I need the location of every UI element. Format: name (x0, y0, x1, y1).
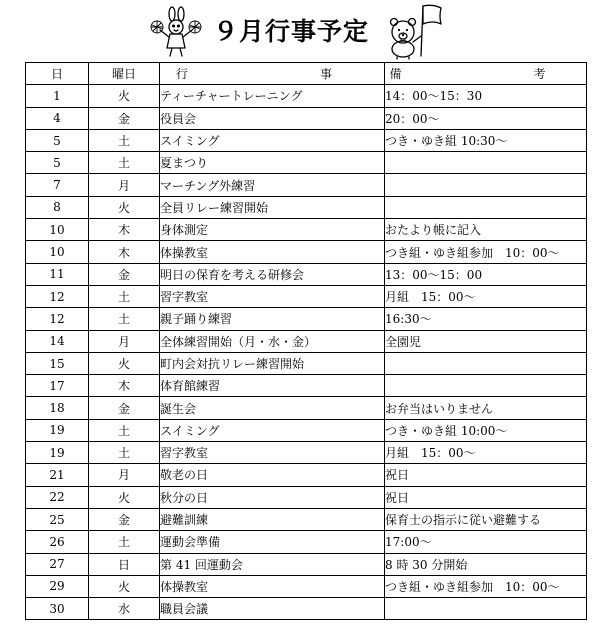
table-row (26, 598, 587, 620)
event-cell: スイミング (160, 419, 385, 441)
notes-cell (385, 375, 587, 397)
event-cell: 秋分の日 (160, 486, 385, 508)
weekday-cell: 水 (89, 598, 160, 620)
notes-cell: 17:00〜 (385, 531, 587, 553)
notes-cell: 月組 15：00〜 (385, 285, 587, 307)
event-cell: 夏まつり (160, 152, 385, 174)
event-cell: 役員会 (160, 107, 385, 129)
table-row (26, 85, 587, 107)
event-cell: マーチング外練習 (160, 174, 385, 196)
day-cell: 5 (26, 152, 89, 174)
day-cell: 12 (26, 285, 89, 307)
day-cell: 19 (26, 442, 89, 464)
event-cell: 職員会議 (160, 598, 385, 620)
notes-cell (385, 598, 587, 620)
day-cell: 12 (26, 308, 89, 330)
notes-cell (385, 174, 587, 196)
weekday-cell: 土 (89, 129, 160, 151)
table-row (26, 486, 587, 508)
event-cell: 町内会対抗リレー練習開始 (160, 352, 385, 374)
weekday-cell: 火 (89, 352, 160, 374)
table-row (26, 375, 587, 397)
day-cell: 10 (26, 219, 89, 241)
notes-cell: 祝日 (385, 486, 587, 508)
notes-cell: つき組・ゆき組参加 10：00〜 (385, 575, 587, 597)
weekday-cell: 火 (89, 486, 160, 508)
column-header-weekday: 曜日 (89, 63, 160, 85)
cheerleader-rabbit-illustration (150, 6, 202, 58)
table-row (26, 263, 587, 285)
notes-cell (385, 196, 587, 218)
table-row (26, 508, 587, 530)
day-cell: 30 (26, 598, 89, 620)
notes-cell: つき・ゆき組 10:30〜 (385, 129, 587, 151)
notes-cell (385, 152, 587, 174)
table-row (26, 575, 587, 597)
table-row (26, 352, 587, 374)
column-header-notes: 備 考 (385, 63, 587, 85)
table-body (26, 85, 587, 620)
column-header-day: 日 (26, 63, 89, 85)
weekday-cell: 金 (89, 397, 160, 419)
notes-cell: お弁当はいりません (385, 397, 587, 419)
day-cell: 10 (26, 241, 89, 263)
weekday-cell: 木 (89, 375, 160, 397)
weekday-cell: 月 (89, 464, 160, 486)
weekday-cell: 金 (89, 508, 160, 530)
notes-cell: 全園児 (385, 330, 587, 352)
weekday-cell: 土 (89, 152, 160, 174)
notes-cell: 月組 15：00〜 (385, 442, 587, 464)
weekday-cell: 月 (89, 174, 160, 196)
event-cell: 第 41 回運動会 (160, 553, 385, 575)
table-header-row (26, 63, 587, 85)
event-cell: 身体測定 (160, 219, 385, 241)
event-cell: 避難訓練 (160, 508, 385, 530)
event-cell: 運動会準備 (160, 531, 385, 553)
day-cell: 22 (26, 486, 89, 508)
day-cell: 19 (26, 419, 89, 441)
day-cell: 21 (26, 464, 89, 486)
page-header (0, 0, 598, 62)
column-header-event: 行 事 (160, 63, 385, 85)
day-cell: 14 (26, 330, 89, 352)
day-cell: 11 (26, 263, 89, 285)
table-row (26, 330, 587, 352)
notes-cell: 16:30〜 (385, 308, 587, 330)
table-row (26, 107, 587, 129)
event-cell: 全体練習開始（月・水・金） (160, 330, 385, 352)
day-cell: 17 (26, 375, 89, 397)
table-row (26, 129, 587, 151)
table-row (26, 241, 587, 263)
weekday-cell: 土 (89, 285, 160, 307)
flag-bear-illustration (383, 2, 445, 60)
weekday-cell: 土 (89, 442, 160, 464)
day-cell: 29 (26, 575, 89, 597)
day-cell: 27 (26, 553, 89, 575)
event-cell: スイミング (160, 129, 385, 151)
weekday-cell: 月 (89, 330, 160, 352)
notes-cell: 14：00〜15：30 (385, 85, 587, 107)
event-cell: 敬老の日 (160, 464, 385, 486)
day-cell: 26 (26, 531, 89, 553)
notes-cell: 保育士の指示に従い避難する (385, 508, 587, 530)
weekday-cell: 土 (89, 531, 160, 553)
day-cell: 7 (26, 174, 89, 196)
table-row (26, 531, 587, 553)
weekday-cell: 金 (89, 263, 160, 285)
weekday-cell: 火 (89, 196, 160, 218)
day-cell: 4 (26, 107, 89, 129)
table-row (26, 152, 587, 174)
event-cell: 体操教室 (160, 575, 385, 597)
weekday-cell: 火 (89, 575, 160, 597)
notes-cell: つき・ゆき組 10:00〜 (385, 419, 587, 441)
table-row (26, 196, 587, 218)
weekday-cell: 土 (89, 419, 160, 441)
table-row (26, 397, 587, 419)
event-cell: 習字教室 (160, 442, 385, 464)
notes-cell: 祝日 (385, 464, 587, 486)
table-row (26, 419, 587, 441)
table-row (26, 219, 587, 241)
event-schedule-table (25, 62, 587, 620)
event-cell: 習字教室 (160, 285, 385, 307)
table-row (26, 442, 587, 464)
table-row (26, 174, 587, 196)
event-cell: 誕生会 (160, 397, 385, 419)
weekday-cell: 木 (89, 241, 160, 263)
event-cell: 親子踊り練習 (160, 308, 385, 330)
notes-cell: おたより帳に記入 (385, 219, 587, 241)
weekday-cell: 火 (89, 85, 160, 107)
table-row (26, 308, 587, 330)
notes-cell: つき組・ゆき組参加 10：00〜 (385, 241, 587, 263)
notes-cell (385, 352, 587, 374)
day-cell: 1 (26, 85, 89, 107)
notes-cell: 20：00〜 (385, 107, 587, 129)
event-cell: ティーチャートレーニング (160, 85, 385, 107)
table-row (26, 464, 587, 486)
day-cell: 8 (26, 196, 89, 218)
table-row (26, 285, 587, 307)
day-cell: 25 (26, 508, 89, 530)
weekday-cell: 木 (89, 219, 160, 241)
table-row (26, 553, 587, 575)
day-cell: 5 (26, 129, 89, 151)
notes-cell: 13：00〜15：00 (385, 263, 587, 285)
event-cell: 体操教室 (160, 241, 385, 263)
page-title: ９月行事予定 (212, 17, 369, 46)
event-cell: 全員リレー練習開始 (160, 196, 385, 218)
weekday-cell: 土 (89, 308, 160, 330)
notes-cell: 8 時 30 分開始 (385, 553, 587, 575)
event-cell: 体育館練習 (160, 375, 385, 397)
event-cell: 明日の保育を考える研修会 (160, 263, 385, 285)
day-cell: 18 (26, 397, 89, 419)
weekday-cell: 金 (89, 107, 160, 129)
day-cell: 15 (26, 352, 89, 374)
weekday-cell: 日 (89, 553, 160, 575)
